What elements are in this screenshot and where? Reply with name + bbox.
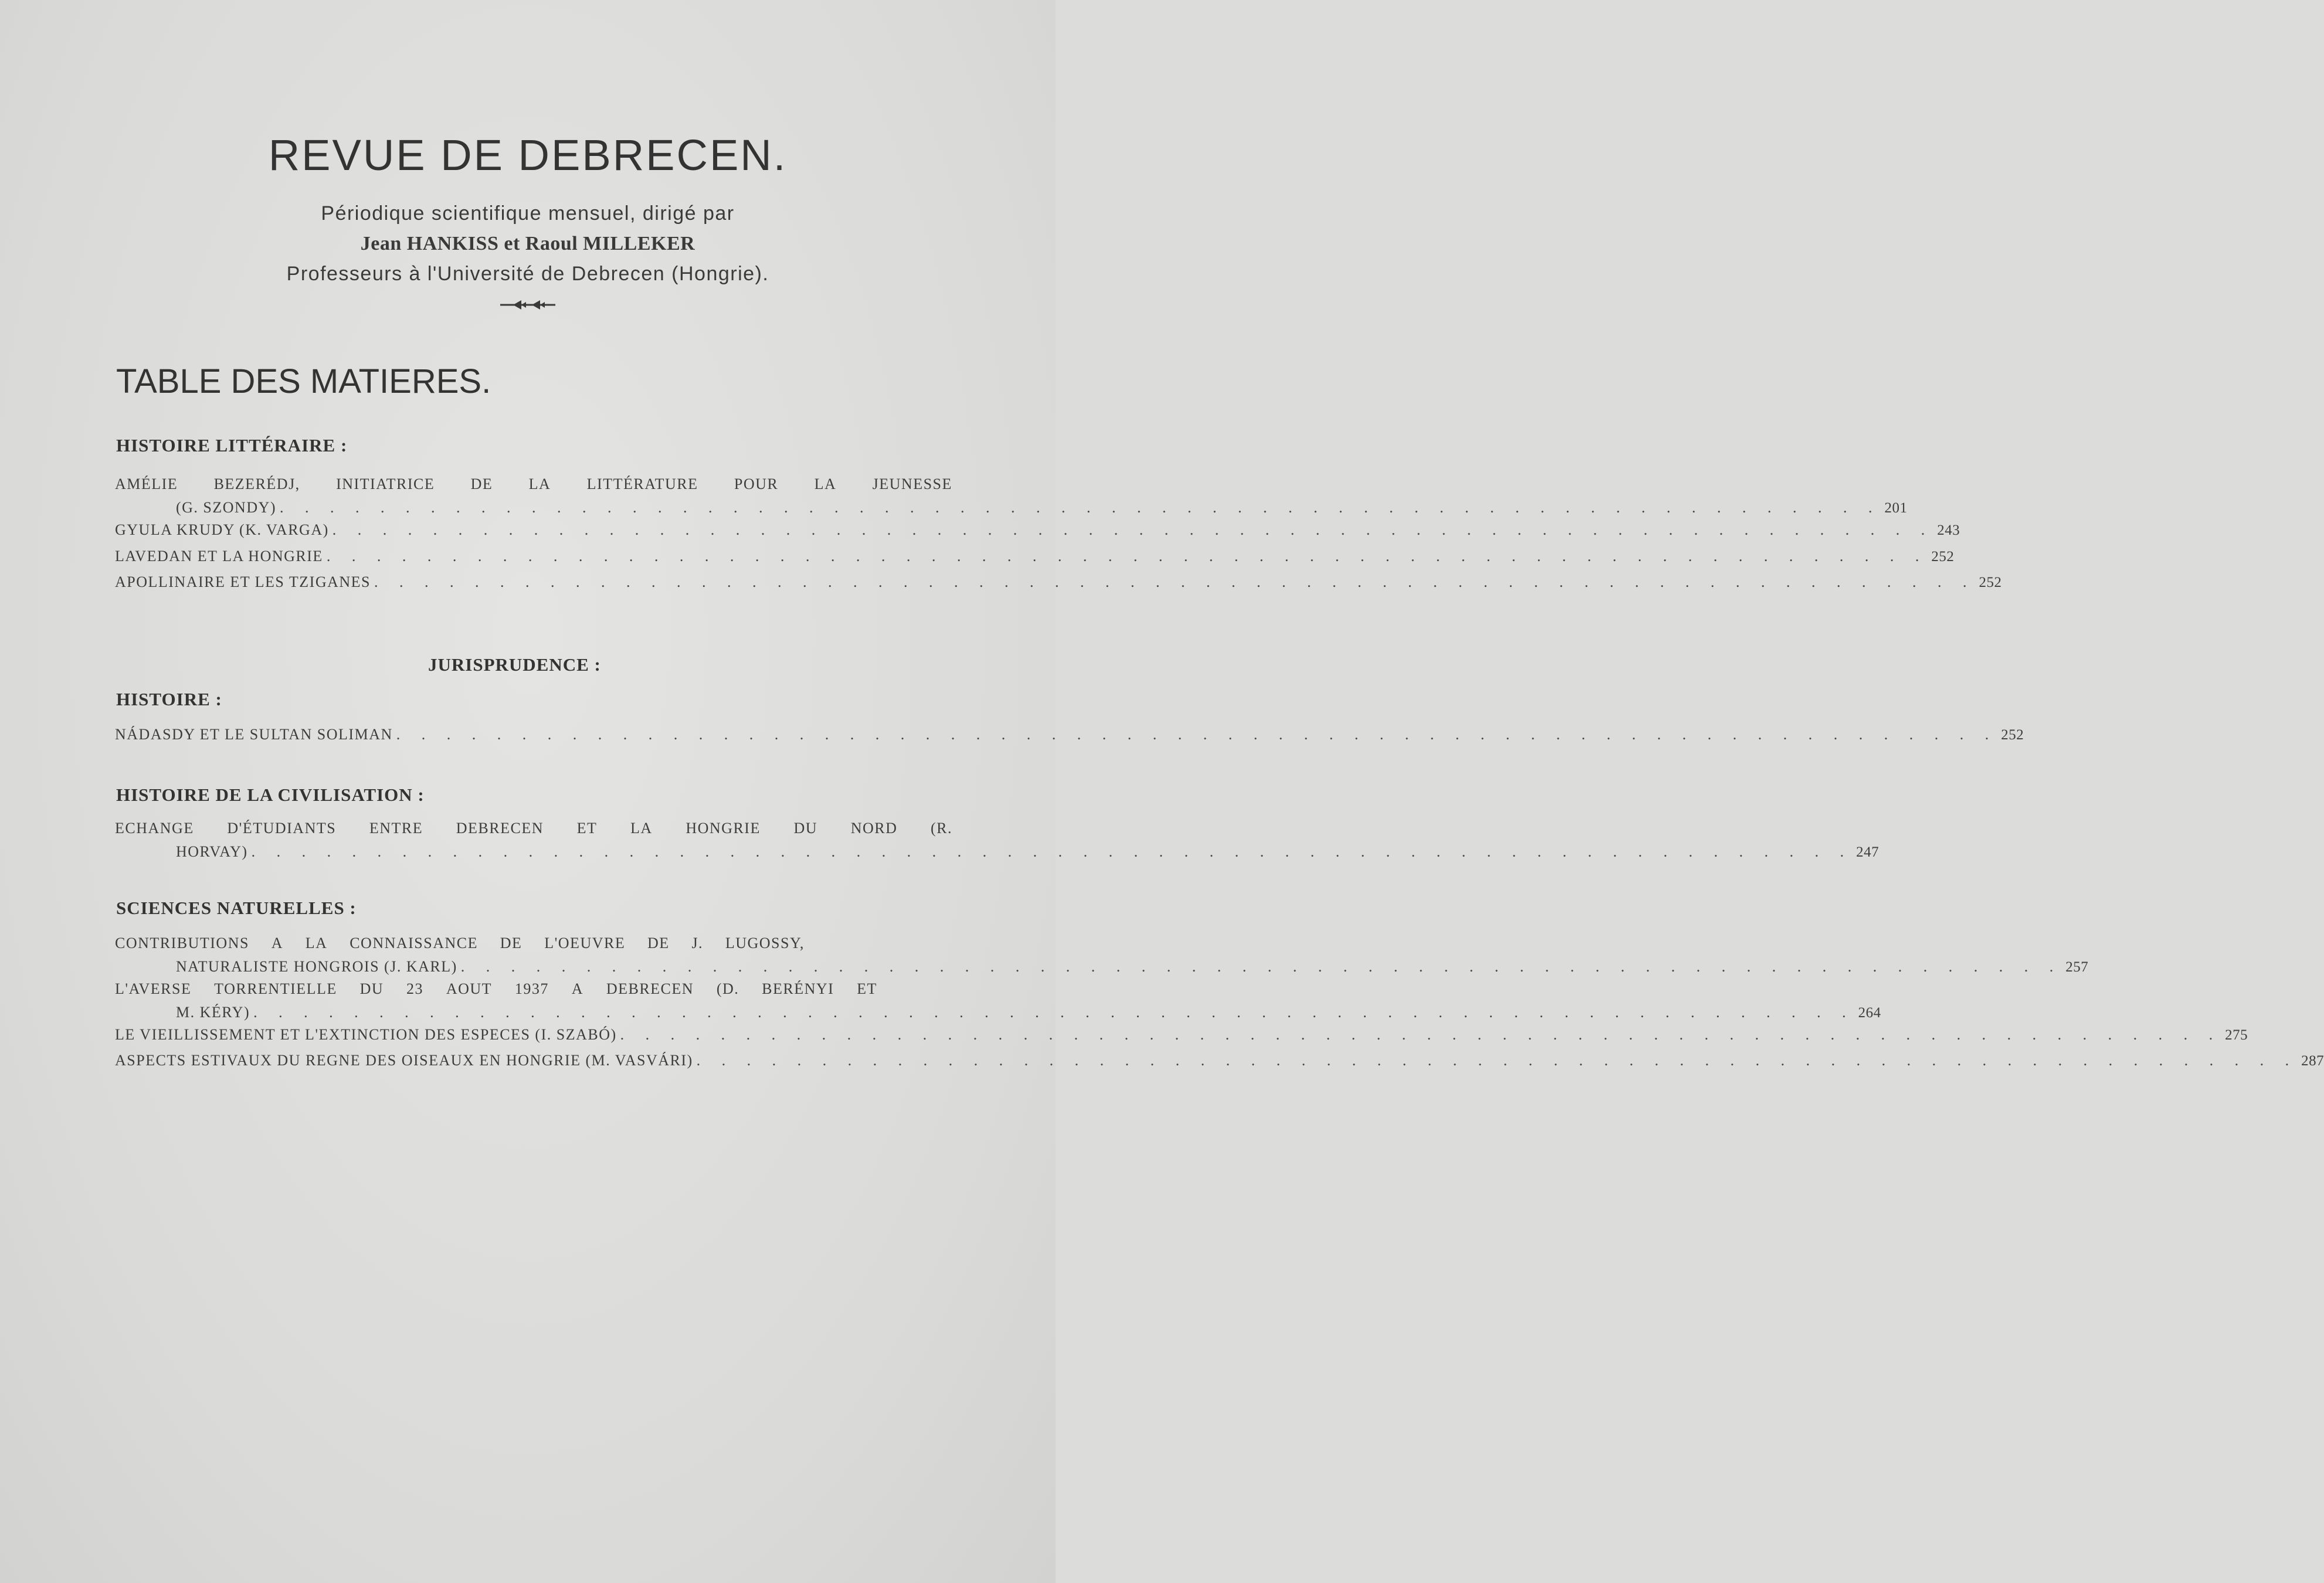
- page-number: 257: [2065, 959, 2089, 975]
- entry-word: DU: [793, 820, 818, 837]
- entry-word: DU: [359, 980, 384, 997]
- page-number: 252: [2001, 727, 2024, 743]
- dot-leader: . . . . . . . . . . . . . . . . . . . . . . . . . . . . . . . . . . . . . . . . . . . . . . . . . . . . . . . . . . . . . . . .: [460, 958, 2062, 975]
- page-number: 243: [1937, 522, 1960, 538]
- dot-leader: . . . . . . . . . . . . . . . . . . . . . . . . . . . . . . . . . . . . . . . . . . . . . . . . . . . . . . . . . . . . . . . .: [326, 548, 1928, 565]
- entry-word: DE: [470, 475, 493, 492]
- toc-entry-line: [115, 932, 952, 955]
- page-number: 264: [1858, 1005, 1881, 1021]
- entry-word: INITIATRICE: [336, 475, 435, 492]
- toc-entry: [115, 545, 1955, 569]
- toc-entry-line: [115, 496, 1908, 520]
- entry-word: (R.: [931, 820, 952, 837]
- journal-affiliation: Professeurs à l'Université de Debrecen (Hongrie).: [286, 263, 769, 285]
- toc-entry-line: [115, 1049, 2324, 1073]
- arrow-ornament-icon: [0, 298, 1056, 316]
- page-number: 275: [2225, 1027, 2248, 1043]
- dot-leader: . . . . . . . . . . . . . . . . . . . . . . . . . . . . . . . . . . . . . . . . . . . . . . . . . . . . . . . . . . . . . . . .: [280, 499, 1881, 516]
- entry-word: DEBRECEN: [456, 820, 544, 837]
- toc-entry: [115, 932, 2089, 979]
- section-heading-jurisprudence: JURISPRUDENCE :: [428, 654, 601, 675]
- entry-word: ET: [857, 980, 877, 997]
- entry-title: LE VIEILLISSEMENT ET L'EXTINCTION DES ESPECES (I. SZABÓ): [115, 1026, 617, 1043]
- toc-entry-line: [115, 817, 952, 840]
- entry-word: LITTÉRATURE: [586, 475, 698, 492]
- entry-title: M. KÉRY): [176, 1004, 250, 1021]
- entry-word: LA: [630, 820, 653, 837]
- entry-word: CONTRIBUTIONS: [115, 935, 249, 952]
- entry-title: APOLLINAIRE ET LES TZIGANES: [115, 573, 371, 590]
- toc-entry-line: [115, 840, 1879, 864]
- section-heading-histoire-litteraire: HISTOIRE LITTÉRAIRE :: [116, 435, 348, 456]
- dot-leader: . . . . . . . . . . . . . . . . . . . . . . . . . . . . . . . . . . . . . . . . . . . . . . . . . . . . . . . . . . . . . . . .: [620, 1026, 2222, 1043]
- entry-word: TORRENTIELLE: [214, 980, 337, 997]
- toc-entry: [115, 977, 1881, 1025]
- page-number: 252: [1931, 549, 1955, 565]
- toc-entry-line: [115, 518, 1960, 542]
- entry-word: BEZERÉDJ,: [213, 475, 300, 492]
- toc-entry-line: [115, 1001, 1881, 1025]
- entry-word: 1937: [514, 980, 549, 997]
- dot-leader: . . . . . . . . . . . . . . . . . . . . . . . . . . . . . . . . . . . . . . . . . . . . . . . . . . . . . . . . . . . . . . . .: [253, 1004, 1855, 1021]
- dot-leader: . . . . . . . . . . . . . . . . . . . . . . . . . . . . . . . . . . . . . . . . . . . . . . . . . . . . . . . . . . . . . . . .: [332, 521, 1934, 538]
- toc-entry: [115, 1049, 2324, 1073]
- entry-title: LAVEDAN ET LA HONGRIE: [115, 548, 323, 565]
- toc-entry: [115, 817, 1879, 864]
- entry-word: BERÉNYI: [762, 980, 834, 997]
- dot-leader: . . . . . . . . . . . . . . . . . . . . . . . . . . . . . . . . . . . . . . . . . . . . . . . . . . . . . . . . . . . . . . . .: [396, 726, 1998, 743]
- entry-word: A: [271, 935, 283, 952]
- toc-entry: [115, 570, 2002, 595]
- entry-word: POUR: [734, 475, 779, 492]
- entry-word: HONGRIE: [686, 820, 761, 837]
- toc-entry-line: [115, 545, 1955, 569]
- entry-title: NATURALISTE HONGROIS (J. KARL): [176, 958, 457, 975]
- entry-word: DEBRECEN: [606, 980, 694, 997]
- toc-entry-line: [115, 723, 2024, 747]
- entry-word: DE: [647, 935, 670, 952]
- entry-word: DE: [500, 935, 523, 952]
- section-heading-histoire-civilisation: HISTOIRE DE LA CIVILISATION :: [116, 784, 425, 805]
- entry-word: A: [571, 980, 583, 997]
- entry-word: ET: [576, 820, 598, 837]
- entry-word: AOUT: [446, 980, 493, 997]
- entry-title: GYULA KRUDY (K. VARGA): [115, 521, 329, 538]
- entry-word: ENTRE: [369, 820, 423, 837]
- entry-word: L'AVERSE: [115, 980, 192, 997]
- entry-word: 23: [406, 980, 423, 997]
- toc-entry-line: [115, 977, 952, 1001]
- entry-word: D'ÉTUDIANTS: [227, 820, 337, 837]
- dot-leader: . . . . . . . . . . . . . . . . . . . . . . . . . . . . . . . . . . . . . . . . . . . . . . . . . . . . . . . . . . . . . . . .: [374, 573, 1976, 590]
- journal-title: REVUE DE DEBRECEN.: [268, 131, 788, 179]
- entry-word: J.: [691, 935, 704, 952]
- toc-entry: [115, 1023, 2248, 1047]
- entry-word: CONNAISSANCE: [350, 935, 479, 952]
- page-number: 252: [1979, 575, 2002, 590]
- entry-title: NÁDASDY ET LE SULTAN SOLIMAN: [115, 726, 393, 743]
- entry-word: L'OEUVRE: [544, 935, 626, 952]
- section-heading-histoire: HISTOIRE :: [116, 689, 222, 709]
- page-number: 247: [1856, 844, 1879, 860]
- section-heading-sciences-naturelles: SCIENCES NATURELLES :: [116, 898, 357, 918]
- entry-title: HORVAY): [176, 843, 248, 860]
- entry-title: (G. SZONDY): [176, 499, 277, 516]
- entry-word: LUGOSSY,: [725, 935, 805, 952]
- toc-entry: [115, 473, 1908, 520]
- entry-title: ASPECTS ESTIVAUX DU REGNE DES OISEAUX EN HONGRIE (M. VASVÁRI): [115, 1052, 693, 1069]
- dot-leader: . . . . . . . . . . . . . . . . . . . . . . . . . . . . . . . . . . . . . . . . . . . . . . . . . . . . . . . . . . . . . . . .: [251, 843, 1853, 860]
- arrow-ornament-icon: [496, 298, 560, 312]
- entry-word: LA: [814, 475, 837, 492]
- journal-subtitle: Périodique scientifique mensuel, dirigé par: [321, 202, 735, 225]
- entry-word: NORD: [850, 820, 898, 837]
- entry-word: LA: [305, 935, 328, 952]
- toc-entry-line: [115, 570, 2002, 595]
- toc-title: TABLE DES MATIERES.: [116, 362, 491, 400]
- entry-word: AMÉLIE: [115, 475, 178, 492]
- dot-leader: . . . . . . . . . . . . . . . . . . . . . . . . . . . . . . . . . . . . . . . . . . . . . . . . . . . . . . . . . . . . . . . .: [696, 1052, 2298, 1069]
- entry-word: JEUNESSE: [872, 475, 952, 492]
- journal-editors: Jean HANKISS et Raoul MILLEKER: [360, 233, 695, 254]
- page-number: 287: [2301, 1053, 2324, 1069]
- entry-word: ECHANGE: [115, 820, 194, 837]
- entry-word: LA: [528, 475, 551, 492]
- toc-entry: [115, 723, 2024, 747]
- toc-entry-line: [115, 955, 2089, 979]
- entry-word: (D.: [716, 980, 739, 997]
- page-number: 201: [1884, 500, 1908, 516]
- toc-entry: [115, 518, 1960, 542]
- toc-entry-line: [115, 1023, 2248, 1047]
- toc-entry-line: [115, 473, 952, 496]
